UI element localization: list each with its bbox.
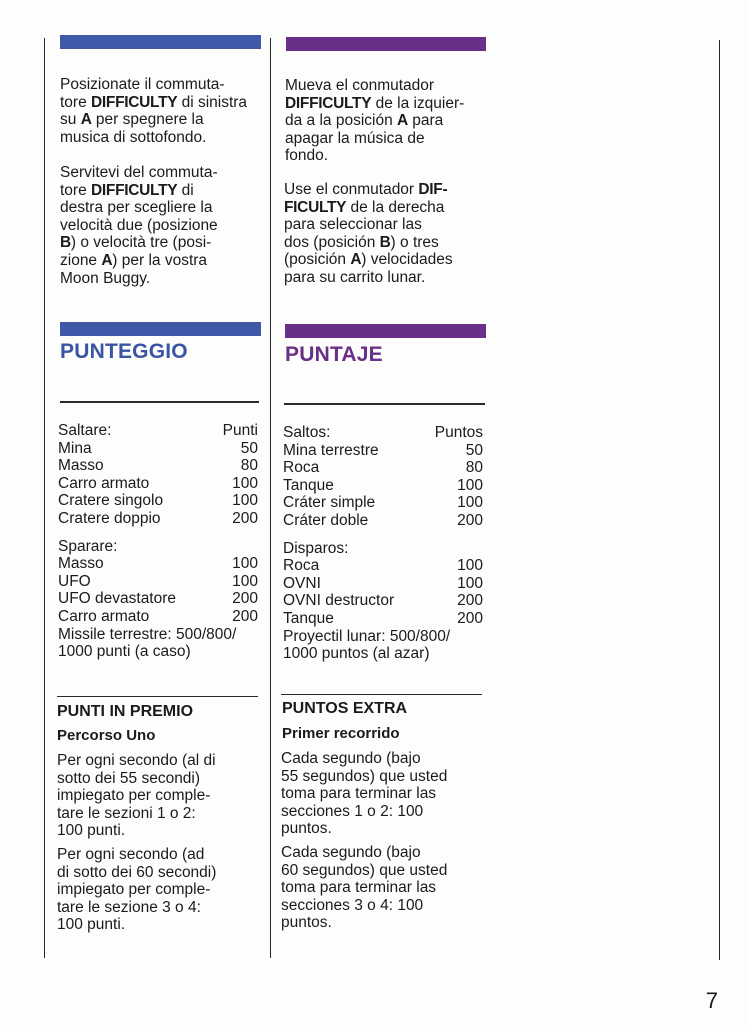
score-row — [58, 492, 258, 510]
score-row — [58, 440, 258, 458]
left-bonus-paragraph-2 — [57, 846, 262, 934]
score-item-points: 200 — [457, 511, 483, 529]
column-rule-middle — [270, 38, 271, 958]
bonus-line: 60 segundos) que usted — [281, 861, 448, 879]
score-item-name: OVNI — [283, 574, 321, 592]
right-shoot-label: Disparos: — [283, 539, 349, 557]
score-row — [283, 494, 483, 512]
column-rule-left — [44, 38, 45, 958]
intro-line: FICULTY de la derecha — [284, 198, 445, 216]
score-item-name: Carro armato — [58, 607, 150, 625]
right-bonus-paragraph-1 — [281, 750, 491, 838]
right-missile-line-2: 1000 puntos (al azar) — [283, 645, 430, 663]
left-missile-line-2: 1000 punti (a caso) — [58, 643, 191, 661]
left-route-label: Percorso Uno — [57, 727, 156, 744]
right-intro-paragraph-1 — [285, 77, 490, 165]
score-item-points: 100 — [457, 476, 483, 494]
bonus-line: tare le sezione 3 o 4: — [57, 898, 201, 916]
bonus-line: Cada segundo (bajo — [281, 844, 421, 861]
score-item-name: Cratere singolo — [58, 492, 164, 510]
right-bonus-heading: PUNTOS EXTRA — [282, 700, 408, 717]
intro-line: destra per scegliere la — [60, 199, 213, 217]
score-item-name: Roca — [283, 557, 320, 575]
bonus-line: 100 punti. — [57, 916, 126, 934]
score-item-points: 200 — [232, 509, 258, 527]
right-missile-line-1: Proyectil lunar: 500/800/ — [283, 627, 451, 645]
score-item-name: Carro armato — [58, 474, 150, 492]
right-jump-header-row — [283, 424, 483, 442]
score-item-points: 100 — [457, 494, 483, 512]
score-item-points: 80 — [240, 457, 258, 475]
score-row — [283, 592, 483, 610]
left-shoot-label: Sparare: — [58, 537, 118, 555]
score-item-points: 200 — [457, 592, 483, 610]
right-score-table — [283, 424, 483, 663]
score-item-name: Tanque — [283, 476, 334, 494]
score-row — [283, 459, 483, 477]
score-item-points: 100 — [457, 557, 483, 575]
left-bonus-paragraph-1 — [57, 752, 262, 840]
bonus-line: toma para terminar las — [281, 879, 437, 897]
left-intro-paragraph-2 — [60, 164, 265, 287]
left-score-table — [58, 422, 258, 661]
score-row — [283, 512, 483, 530]
bonus-line: secciones 1 o 2: 100 — [281, 802, 424, 820]
left-missile-line-1: Missile terrestre: 500/800/ — [58, 625, 237, 643]
intro-line: Posizionate il commuta- — [60, 76, 225, 93]
score-item-name: Tanque — [283, 609, 334, 627]
score-row — [58, 573, 258, 591]
bonus-line: Cada segundo (bajo — [281, 750, 421, 767]
bonus-line: 55 segundos) que usted — [281, 767, 448, 785]
score-item-points: 50 — [465, 441, 483, 459]
bonus-line: di sotto dei 60 secondi) — [57, 863, 217, 881]
bonus-line: Per ogni secondo (al di — [57, 752, 216, 769]
right-jump-rows — [283, 442, 483, 530]
bonus-line: toma para terminar las — [281, 785, 437, 803]
top-bar-blue — [60, 35, 261, 49]
score-item-name: UFO devastatore — [58, 590, 177, 608]
bonus-line: 100 punti. — [57, 822, 126, 840]
intro-line: tore DIFFICULTY di — [60, 181, 194, 199]
score-row — [283, 575, 483, 593]
score-item-name: Mina — [58, 439, 92, 457]
intro-line: Mueva el conmutador — [285, 77, 435, 94]
section-bar-purple — [285, 324, 486, 338]
score-item-name: Mina terrestre — [283, 441, 379, 459]
intro-line: Servitevi del commuta- — [60, 164, 218, 181]
intro-line: su A per spegnere la — [60, 111, 204, 129]
score-item-name: Cráter doble — [283, 511, 369, 529]
intro-line: Moon Buggy. — [60, 269, 151, 287]
bonus-line: puntos. — [281, 820, 332, 838]
score-item-points: 200 — [232, 607, 258, 625]
left-bonus-rule — [57, 696, 258, 697]
score-item-name: Masso — [58, 555, 104, 573]
intro-line: para seleccionar las — [284, 216, 422, 234]
right-jump-label: Saltos: — [283, 424, 331, 441]
score-item-points: 100 — [232, 492, 258, 510]
score-item-points: 80 — [465, 459, 483, 477]
bonus-line: tare le sezioni 1 o 2: — [57, 804, 196, 822]
score-item-points: 100 — [232, 572, 258, 590]
bonus-line: puntos. — [281, 914, 332, 932]
left-jump-label: Saltare: — [58, 422, 112, 439]
bonus-line: sotto dei 55 secondi) — [57, 769, 201, 787]
score-item-name: UFO — [58, 572, 91, 590]
score-item-name: Cratere doppio — [58, 509, 161, 527]
score-row — [283, 557, 483, 575]
score-row — [283, 610, 483, 628]
bonus-line: Per ogni secondo (ad — [57, 846, 205, 863]
intro-line: musica di sottofondo. — [60, 128, 207, 146]
left-shoot-rows — [58, 555, 258, 625]
score-item-points: 200 — [232, 590, 258, 608]
intro-line: (posición A) velocidades — [284, 251, 453, 269]
score-row — [58, 590, 258, 608]
left-section-heading: PUNTEGGIO — [60, 340, 188, 363]
score-item-name: Cráter simple — [283, 494, 376, 512]
right-points-header: Puntos — [434, 424, 483, 441]
intro-line: zione A) per la vostra — [60, 251, 208, 269]
right-bonus-rule — [281, 694, 482, 695]
right-section-heading: PUNTAJE — [285, 343, 383, 366]
column-rule-right — [719, 40, 720, 960]
score-item-name: OVNI destructor — [283, 592, 395, 610]
left-intro-paragraph-1 — [60, 76, 265, 146]
right-intro-paragraph-2 — [284, 181, 494, 287]
score-row — [58, 510, 258, 528]
right-route-label: Primer recorrido — [282, 725, 400, 742]
score-item-name: Masso — [58, 457, 104, 475]
intro-line: DIFFICULTY de la izquier- — [285, 94, 465, 112]
score-item-points: 100 — [232, 474, 258, 492]
right-shoot-header-row — [283, 540, 483, 558]
intro-line: para su carrito lunar. — [284, 268, 426, 286]
left-points-header: Punti — [222, 422, 258, 439]
left-shoot-header-row — [58, 538, 258, 556]
right-bonus-paragraph-2 — [281, 844, 491, 932]
score-item-points: 50 — [240, 439, 258, 457]
intro-line: da a la posición A para — [285, 112, 444, 130]
score-item-points: 100 — [232, 555, 258, 573]
intro-line: velocità due (posizione — [60, 216, 218, 234]
intro-line: B) o velocità tre (posi- — [60, 234, 212, 252]
intro-line: fondo. — [285, 147, 329, 165]
right-heading-underline — [284, 403, 485, 405]
left-jump-header-row — [58, 422, 258, 440]
page-number: 7 — [705, 988, 718, 1013]
left-heading-underline — [60, 401, 259, 403]
intro-line: Use el conmutador DIF- — [284, 181, 448, 198]
top-bar-purple — [286, 37, 486, 51]
score-row — [58, 608, 258, 626]
left-jump-rows — [58, 440, 258, 528]
score-row — [283, 477, 483, 495]
section-bar-blue — [60, 322, 261, 336]
score-item-points: 100 — [457, 574, 483, 592]
score-item-name: Roca — [283, 459, 320, 477]
bonus-line: impiegato per comple- — [57, 881, 211, 899]
intro-line: apagar la música de — [285, 129, 425, 147]
score-row — [58, 457, 258, 475]
bonus-line: impiegato per comple- — [57, 787, 211, 805]
score-item-points: 200 — [457, 609, 483, 627]
intro-line: tore DIFFICULTY di sinistra — [60, 93, 248, 111]
right-shoot-rows — [283, 557, 483, 627]
intro-line: dos (posición B) o tres — [284, 233, 439, 251]
left-bonus-heading: PUNTI IN PREMIO — [57, 703, 194, 720]
score-row — [58, 555, 258, 573]
bonus-line: secciones 3 o 4: 100 — [281, 896, 424, 914]
score-row — [283, 442, 483, 460]
score-row — [58, 475, 258, 493]
